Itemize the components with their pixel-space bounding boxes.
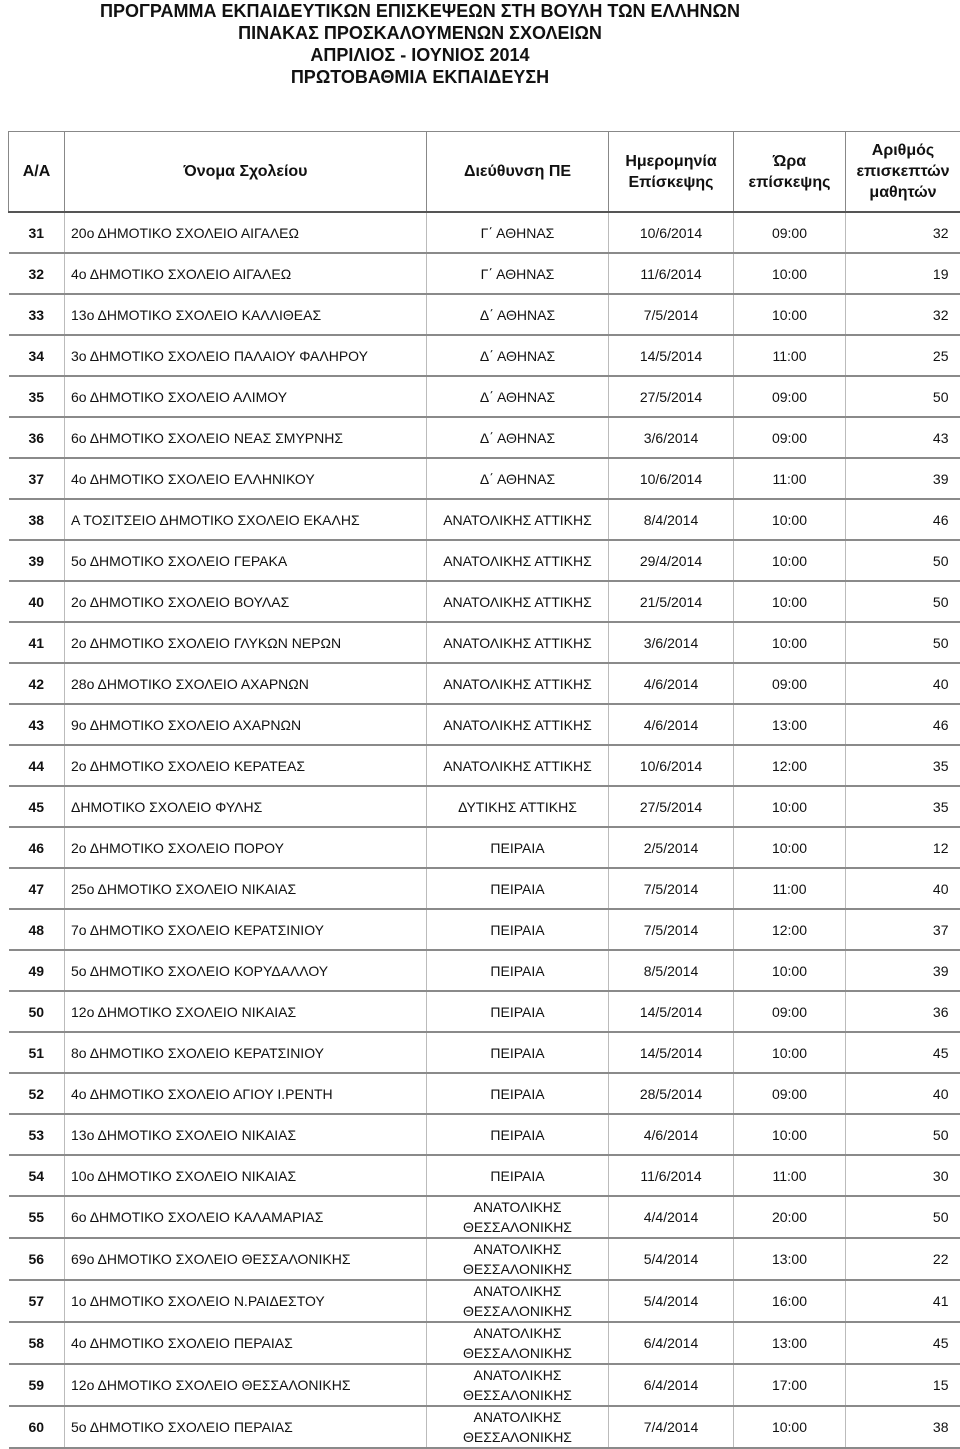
student-count: 35 (846, 786, 960, 827)
visit-date: 10/6/2014 (609, 458, 734, 499)
visit-time: 10:00 (734, 786, 846, 827)
directorate (427, 540, 609, 581)
directorate-line: ΘΕΣΣΑΛΟΝΙΚΗΣ (463, 1387, 572, 1403)
visit-date: 6/4/2014 (609, 1364, 734, 1406)
directorate (427, 1196, 609, 1238)
student-count: 15 (846, 1364, 960, 1406)
table-row (9, 991, 960, 1032)
directorate (427, 1073, 609, 1114)
visit-time: 11:00 (734, 868, 846, 909)
table-row (9, 950, 960, 991)
directorate (427, 745, 609, 786)
row-number: 41 (9, 622, 65, 663)
visit-date: 14/5/2014 (609, 1032, 734, 1073)
table-row (9, 499, 960, 540)
school-name: 2ο ΔΗΜΟΤΙΚΟ ΣΧΟΛΕΙΟ ΓΛΥΚΩΝ ΝΕΡΩΝ (65, 622, 427, 663)
table-row (9, 663, 960, 704)
row-number: 32 (9, 253, 65, 294)
student-count: 38 (846, 1406, 960, 1448)
table-row (9, 1322, 960, 1364)
document-level: ΠΡΩΤΟΒΑΘΜΙΑ ΕΚΠΑΙΔΕΥΣΗ (0, 66, 840, 88)
student-count: 22 (846, 1238, 960, 1280)
student-count: 40 (846, 868, 960, 909)
directorate (427, 212, 609, 253)
directorate (427, 1322, 609, 1364)
student-count: 50 (846, 376, 960, 417)
directorate (427, 950, 609, 991)
school-name: 6ο ΔΗΜΟΤΙΚΟ ΣΧΟΛΕΙΟ ΚΑΛΑΜΑΡΙΑΣ (65, 1196, 427, 1238)
table-row (9, 335, 960, 376)
school-name: 12ο ΔΗΜΟΤΙΚΟ ΣΧΟΛΕΙΟ ΝΙΚΑΙΑΣ (65, 991, 427, 1032)
visit-time: 16:00 (734, 1280, 846, 1322)
directorate (427, 991, 609, 1032)
school-name: 8ο ΔΗΜΟΤΙΚΟ ΣΧΟΛΕΙΟ ΚΕΡΑΤΣΙΝΙΟΥ (65, 1032, 427, 1073)
visit-date: 14/5/2014 (609, 335, 734, 376)
directorate (427, 1114, 609, 1155)
row-number: 36 (9, 417, 65, 458)
visit-time: 10:00 (734, 1032, 846, 1073)
school-name: 20ο ΔΗΜΟΤΙΚΟ ΣΧΟΛΕΙΟ ΑΙΓΑΛΕΩ (65, 212, 427, 253)
row-number: 58 (9, 1322, 65, 1364)
document-period: ΑΠΡΙΛΙΟΣ - ΙΟΥΝΙΟΣ 2014 (0, 44, 840, 66)
directorate-line: ΠΕΙΡΑΙΑ (490, 1004, 544, 1020)
row-number: 50 (9, 991, 65, 1032)
row-number: 55 (9, 1196, 65, 1238)
row-number: 59 (9, 1364, 65, 1406)
table-header-row (9, 132, 960, 213)
table-row (9, 294, 960, 335)
row-number: 31 (9, 212, 65, 253)
table-row (9, 376, 960, 417)
col-header-directorate: Διεύθυνση ΠΕ (427, 132, 609, 213)
directorate-line: ΑΝΑΤΟΛΙΚΗΣ ΑΤΤΙΚΗΣ (443, 717, 592, 733)
directorate (427, 1238, 609, 1280)
visit-date: 10/6/2014 (609, 212, 734, 253)
directorate-line: Δ΄ ΑΘΗΝΑΣ (480, 471, 555, 487)
visit-date: 4/6/2014 (609, 663, 734, 704)
student-count: 35 (846, 745, 960, 786)
directorate-line: ΑΝΑΤΟΛΙΚΗΣ ΑΤΤΙΚΗΣ (443, 635, 592, 651)
school-name: 12ο ΔΗΜΟΤΙΚΟ ΣΧΟΛΕΙΟ ΘΕΣΣΑΛΟΝΙΚΗΣ (65, 1364, 427, 1406)
student-count: 50 (846, 622, 960, 663)
student-count: 37 (846, 909, 960, 950)
directorate (427, 417, 609, 458)
school-name: 28ο ΔΗΜΟΤΙΚΟ ΣΧΟΛΕΙΟ ΑΧΑΡΝΩΝ (65, 663, 427, 704)
directorate-line: ΘΕΣΣΑΛΟΝΙΚΗΣ (463, 1303, 572, 1319)
table-row (9, 1155, 960, 1196)
directorate-line: ΑΝΑΤΟΛΙΚΗΣ ΑΤΤΙΚΗΣ (443, 676, 592, 692)
table-row (9, 253, 960, 294)
table-row (9, 786, 960, 827)
student-count: 39 (846, 950, 960, 991)
school-name: 3ο ΔΗΜΟΤΙΚΟ ΣΧΟΛΕΙΟ ΠΑΛΑΙΟΥ ΦΑΛΗΡΟΥ (65, 335, 427, 376)
col-header-num: Α/Α (9, 132, 65, 213)
visit-date: 7/5/2014 (609, 868, 734, 909)
directorate-line: ΔΥΤΙΚΗΣ ΑΤΤΙΚΗΣ (458, 799, 577, 815)
col-header-time: Ώρα επίσκεψης (734, 132, 846, 213)
directorate-line: ΠΕΙΡΑΙΑ (490, 840, 544, 856)
table-row (9, 909, 960, 950)
row-number: 33 (9, 294, 65, 335)
visit-date: 7/5/2014 (609, 294, 734, 335)
document-title-block (0, 0, 840, 88)
directorate-line: ΘΕΣΣΑΛΟΝΙΚΗΣ (463, 1429, 572, 1445)
table-row (9, 458, 960, 499)
visit-time: 10:00 (734, 827, 846, 868)
student-count: 39 (846, 458, 960, 499)
directorate (427, 294, 609, 335)
school-name: 1ο ΔΗΜΟΤΙΚΟ ΣΧΟΛΕΙΟ Ν.ΡΑΙΔΕΣΤΟΥ (65, 1280, 427, 1322)
directorate-line: ΑΝΑΤΟΛΙΚΗΣ ΑΤΤΙΚΗΣ (443, 553, 592, 569)
table-row (9, 1073, 960, 1114)
directorate-line: ΠΕΙΡΑΙΑ (490, 1086, 544, 1102)
visit-time: 17:00 (734, 1364, 846, 1406)
visit-time: 10:00 (734, 499, 846, 540)
visit-time: 09:00 (734, 376, 846, 417)
directorate-line: ΘΕΣΣΑΛΟΝΙΚΗΣ (463, 1261, 572, 1277)
table-row (9, 1406, 960, 1448)
table-row (9, 417, 960, 458)
school-name: 7ο ΔΗΜΟΤΙΚΟ ΣΧΟΛΕΙΟ ΚΕΡΑΤΣΙΝΙΟΥ (65, 909, 427, 950)
visit-time: 11:00 (734, 335, 846, 376)
visit-time: 10:00 (734, 540, 846, 581)
directorate-line: Γ΄ ΑΘΗΝΑΣ (481, 225, 555, 241)
row-number: 42 (9, 663, 65, 704)
directorate-line: ΑΝΑΤΟΛΙΚΗΣ (473, 1199, 561, 1215)
table-row (9, 212, 960, 253)
directorate-line: ΑΝΑΤΟΛΙΚΗΣ ΑΤΤΙΚΗΣ (443, 512, 592, 528)
col-header-count: Αριθμός επισκεπτών μαθητών (846, 132, 960, 213)
directorate-line: Γ΄ ΑΘΗΝΑΣ (481, 266, 555, 282)
student-count: 30 (846, 1155, 960, 1196)
directorate (427, 1032, 609, 1073)
school-name: 4ο ΔΗΜΟΤΙΚΟ ΣΧΟΛΕΙΟ ΑΓΙΟΥ Ι.ΡΕΝΤΗ (65, 1073, 427, 1114)
visit-date: 11/6/2014 (609, 1155, 734, 1196)
visit-time: 11:00 (734, 458, 846, 499)
row-number: 47 (9, 868, 65, 909)
directorate-line: Δ΄ ΑΘΗΝΑΣ (480, 307, 555, 323)
student-count: 40 (846, 1073, 960, 1114)
directorate-line: ΑΝΑΤΟΛΙΚΗΣ (473, 1241, 561, 1257)
row-number: 40 (9, 581, 65, 622)
directorate-line: ΘΕΣΣΑΛΟΝΙΚΗΣ (463, 1219, 572, 1235)
col-header-date: Ημερομηνία Επίσκεψης (609, 132, 734, 213)
table-row (9, 1114, 960, 1155)
school-name: 9ο ΔΗΜΟΤΙΚΟ ΣΧΟΛΕΙΟ ΑΧΑΡΝΩΝ (65, 704, 427, 745)
visit-date: 8/4/2014 (609, 499, 734, 540)
visit-date: 21/5/2014 (609, 581, 734, 622)
directorate-line: Δ΄ ΑΘΗΝΑΣ (480, 389, 555, 405)
school-name: 6ο ΔΗΜΟΤΙΚΟ ΣΧΟΛΕΙΟ ΝΕΑΣ ΣΜΥΡΝΗΣ (65, 417, 427, 458)
visit-date: 5/4/2014 (609, 1238, 734, 1280)
visit-date: 2/5/2014 (609, 827, 734, 868)
school-name: 4ο ΔΗΜΟΤΙΚΟ ΣΧΟΛΕΙΟ ΕΛΛΗΝΙΚΟΥ (65, 458, 427, 499)
visit-time: 09:00 (734, 991, 846, 1032)
student-count: 46 (846, 704, 960, 745)
school-name: 10ο ΔΗΜΟΤΙΚΟ ΣΧΟΛΕΙΟ ΝΙΚΑΙΑΣ (65, 1155, 427, 1196)
row-number: 52 (9, 1073, 65, 1114)
visit-time: 13:00 (734, 1322, 846, 1364)
row-number: 35 (9, 376, 65, 417)
table-row (9, 1238, 960, 1280)
visit-time: 09:00 (734, 417, 846, 458)
visit-date: 7/5/2014 (609, 909, 734, 950)
student-count: 45 (846, 1032, 960, 1073)
document-subtitle: ΠΙΝΑΚΑΣ ΠΡΟΣΚΑΛΟΥΜΕΝΩΝ ΣΧΟΛΕΙΩΝ (0, 22, 840, 44)
visit-time: 10:00 (734, 1406, 846, 1448)
table-row (9, 745, 960, 786)
directorate (427, 1364, 609, 1406)
visit-date: 29/4/2014 (609, 540, 734, 581)
directorate (427, 499, 609, 540)
row-number: 57 (9, 1280, 65, 1322)
row-number: 56 (9, 1238, 65, 1280)
row-number: 37 (9, 458, 65, 499)
directorate (427, 1155, 609, 1196)
row-number: 48 (9, 909, 65, 950)
table-row (9, 827, 960, 868)
visit-date: 14/5/2014 (609, 991, 734, 1032)
visit-date: 7/4/2014 (609, 1406, 734, 1448)
visit-date: 27/5/2014 (609, 786, 734, 827)
visit-time: 10:00 (734, 294, 846, 335)
visit-time: 11:00 (734, 1155, 846, 1196)
visit-time: 12:00 (734, 745, 846, 786)
directorate-line: ΠΕΙΡΑΙΑ (490, 881, 544, 897)
row-number: 39 (9, 540, 65, 581)
directorate (427, 376, 609, 417)
visit-date: 3/6/2014 (609, 417, 734, 458)
visit-time: 09:00 (734, 212, 846, 253)
directorate (427, 458, 609, 499)
directorate (427, 1406, 609, 1448)
row-number: 46 (9, 827, 65, 868)
row-number: 44 (9, 745, 65, 786)
visit-date: 4/6/2014 (609, 1114, 734, 1155)
visit-time: 20:00 (734, 1196, 846, 1238)
student-count: 32 (846, 212, 960, 253)
table-row (9, 1280, 960, 1322)
visit-time: 13:00 (734, 704, 846, 745)
row-number: 51 (9, 1032, 65, 1073)
visit-date: 5/4/2014 (609, 1280, 734, 1322)
student-count: 50 (846, 581, 960, 622)
directorate (427, 581, 609, 622)
table-row (9, 1032, 960, 1073)
visit-date: 11/6/2014 (609, 253, 734, 294)
directorate-line: ΑΝΑΤΟΛΙΚΗΣ (473, 1367, 561, 1383)
directorate-line: ΑΝΑΤΟΛΙΚΗΣ ΑΤΤΙΚΗΣ (443, 594, 592, 610)
table-row (9, 1364, 960, 1406)
school-name: 5ο ΔΗΜΟΤΙΚΟ ΣΧΟΛΕΙΟ ΠΕΡΑΙΑΣ (65, 1406, 427, 1448)
directorate (427, 622, 609, 663)
school-name: 4ο ΔΗΜΟΤΙΚΟ ΣΧΟΛΕΙΟ ΑΙΓΑΛΕΩ (65, 253, 427, 294)
row-number: 38 (9, 499, 65, 540)
visit-time: 09:00 (734, 663, 846, 704)
student-count: 12 (846, 827, 960, 868)
table-row (9, 622, 960, 663)
school-name: 5ο ΔΗΜΟΤΙΚΟ ΣΧΟΛΕΙΟ ΚΟΡΥΔΑΛΛΟΥ (65, 950, 427, 991)
directorate (427, 663, 609, 704)
directorate-line: ΠΕΙΡΑΙΑ (490, 1045, 544, 1061)
student-count: 45 (846, 1322, 960, 1364)
visit-date: 3/6/2014 (609, 622, 734, 663)
row-number: 43 (9, 704, 65, 745)
school-name: 4ο ΔΗΜΟΤΙΚΟ ΣΧΟΛΕΙΟ ΠΕΡΑΙΑΣ (65, 1322, 427, 1364)
school-name: ΔΗΜΟΤΙΚΟ ΣΧΟΛΕΙΟ ΦΥΛΗΣ (65, 786, 427, 827)
student-count: 43 (846, 417, 960, 458)
row-number: 53 (9, 1114, 65, 1155)
schools-table (8, 131, 960, 1449)
student-count: 32 (846, 294, 960, 335)
student-count: 41 (846, 1280, 960, 1322)
school-name: 13ο ΔΗΜΟΤΙΚΟ ΣΧΟΛΕΙΟ ΝΙΚΑΙΑΣ (65, 1114, 427, 1155)
visit-date: 27/5/2014 (609, 376, 734, 417)
visit-date: 4/6/2014 (609, 704, 734, 745)
directorate (427, 786, 609, 827)
school-name: 2ο ΔΗΜΟΤΙΚΟ ΣΧΟΛΕΙΟ ΠΟΡΟΥ (65, 827, 427, 868)
visit-time: 12:00 (734, 909, 846, 950)
student-count: 40 (846, 663, 960, 704)
visit-date: 28/5/2014 (609, 1073, 734, 1114)
visit-time: 09:00 (734, 1073, 846, 1114)
directorate-line: ΠΕΙΡΑΙΑ (490, 1168, 544, 1184)
school-name: Α ΤΟΣΙΤΣΕΙΟ ΔΗΜΟΤΙΚΟ ΣΧΟΛΕΙΟ ΕΚΑΛΗΣ (65, 499, 427, 540)
directorate-line: ΑΝΑΤΟΛΙΚΗΣ ΑΤΤΙΚΗΣ (443, 758, 592, 774)
directorate-line: ΠΕΙΡΑΙΑ (490, 1127, 544, 1143)
directorate-line: ΠΕΙΡΑΙΑ (490, 963, 544, 979)
directorate-line: ΑΝΑΤΟΛΙΚΗΣ (473, 1409, 561, 1425)
visit-time: 10:00 (734, 950, 846, 991)
visit-date: 10/6/2014 (609, 745, 734, 786)
row-number: 34 (9, 335, 65, 376)
student-count: 50 (846, 540, 960, 581)
table-row (9, 581, 960, 622)
school-name: 2ο ΔΗΜΟΤΙΚΟ ΣΧΟΛΕΙΟ ΒΟΥΛΑΣ (65, 581, 427, 622)
table-row (9, 704, 960, 745)
school-name: 25ο ΔΗΜΟΤΙΚΟ ΣΧΟΛΕΙΟ ΝΙΚΑΙΑΣ (65, 868, 427, 909)
directorate (427, 1280, 609, 1322)
visit-time: 10:00 (734, 1114, 846, 1155)
row-number: 60 (9, 1406, 65, 1448)
student-count: 46 (846, 499, 960, 540)
student-count: 25 (846, 335, 960, 376)
directorate-line: ΑΝΑΤΟΛΙΚΗΣ (473, 1283, 561, 1299)
row-number: 49 (9, 950, 65, 991)
student-count: 50 (846, 1114, 960, 1155)
visit-time: 10:00 (734, 581, 846, 622)
directorate (427, 704, 609, 745)
directorate-line: ΘΕΣΣΑΛΟΝΙΚΗΣ (463, 1345, 572, 1361)
row-number: 54 (9, 1155, 65, 1196)
document-title: ΠΡΟΓΡΑΜΜΑ ΕΚΠΑΙΔΕΥΤΙΚΩΝ ΕΠΙΣΚΕΨΕΩΝ ΣΤΗ ΒΟΥΛΗ ΤΩΝ ΕΛΛΗΝΩΝ (0, 0, 840, 22)
visit-date: 6/4/2014 (609, 1322, 734, 1364)
student-count: 50 (846, 1196, 960, 1238)
directorate-line: Δ΄ ΑΘΗΝΑΣ (480, 348, 555, 364)
directorate (427, 868, 609, 909)
school-name: 5ο ΔΗΜΟΤΙΚΟ ΣΧΟΛΕΙΟ ΓΕΡΑΚΑ (65, 540, 427, 581)
school-name: 13ο ΔΗΜΟΤΙΚΟ ΣΧΟΛΕΙΟ ΚΑΛΛΙΘΕΑΣ (65, 294, 427, 335)
student-count: 36 (846, 991, 960, 1032)
visit-date: 8/5/2014 (609, 950, 734, 991)
visit-time: 10:00 (734, 253, 846, 294)
directorate (427, 909, 609, 950)
table-row (9, 1196, 960, 1238)
visit-time: 10:00 (734, 622, 846, 663)
col-header-name: Όνομα Σχολείου (65, 132, 427, 213)
student-count: 19 (846, 253, 960, 294)
directorate (427, 253, 609, 294)
school-name: 2ο ΔΗΜΟΤΙΚΟ ΣΧΟΛΕΙΟ ΚΕΡΑΤΕΑΣ (65, 745, 427, 786)
visit-date: 4/4/2014 (609, 1196, 734, 1238)
directorate (427, 335, 609, 376)
school-name: 69ο ΔΗΜΟΤΙΚΟ ΣΧΟΛΕΙΟ ΘΕΣΣΑΛΟΝΙΚΗΣ (65, 1238, 427, 1280)
school-name: 6ο ΔΗΜΟΤΙΚΟ ΣΧΟΛΕΙΟ ΑΛΙΜΟΥ (65, 376, 427, 417)
directorate-line: Δ΄ ΑΘΗΝΑΣ (480, 430, 555, 446)
table-row (9, 868, 960, 909)
table-row (9, 540, 960, 581)
directorate-line: ΑΝΑΤΟΛΙΚΗΣ (473, 1325, 561, 1341)
directorate-line: ΠΕΙΡΑΙΑ (490, 922, 544, 938)
row-number: 45 (9, 786, 65, 827)
directorate (427, 827, 609, 868)
visit-time: 13:00 (734, 1238, 846, 1280)
